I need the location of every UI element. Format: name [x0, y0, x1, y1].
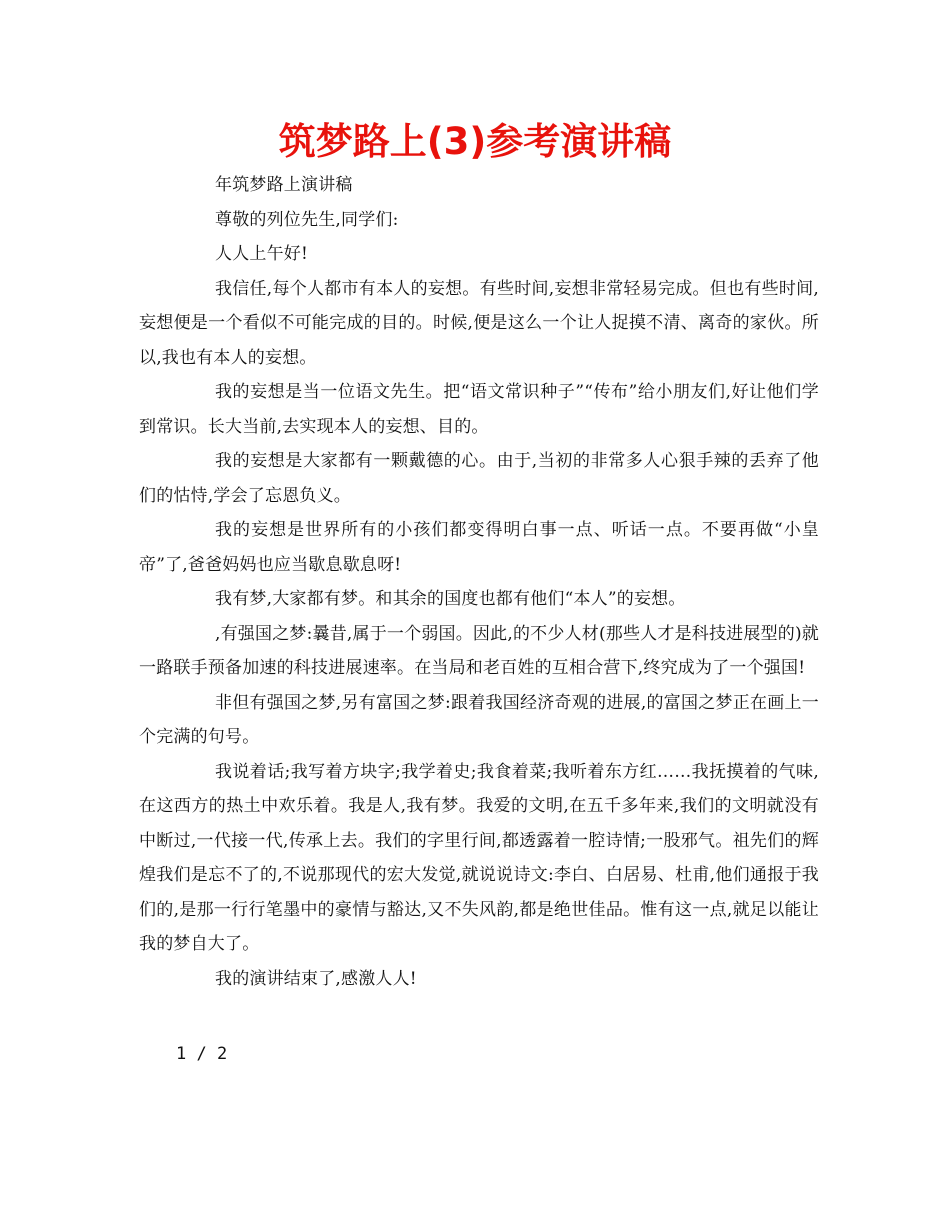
paragraph: 我说着话;我写着方块字;我学着史;我食着菜;我听着东方红……我抚摸着的气味,在这西方的热土中欢乐着。我是人,我有梦。我爱的文明,在五千多年来,我们的文明就没有中断过,一代接一代,传承上去。我们的字里行间,都透露着一腔诗情;一股邪气。祖先们的辉煌我们是忘不了的,不说那现代的宏大发觉,就说说诗文:李白、白居易、杜甫,他们通报于我们的,是那一行行笔墨中的豪情与豁达,又不失风韵,都是绝世佳品。惟有这一点,就足以能让我的梦自大了。	[139, 761, 819, 954]
document-body	[139, 168, 819, 996]
paragraph-heading-line: 年筑梦路上演讲稿	[215, 175, 353, 195]
paragraph: 我的妄想是世界所有的小孩们都变得明白事一点、听话一点。不要再做“小皇帝”了,爸爸妈妈也应当歇息歇息呀!	[139, 520, 819, 575]
paragraph: ,有强国之梦:曩昔,属于一个弱国。因此,的不少人材(那些人才是科技进展型的)就一路联手预备加速的科技进展速率。在当局和老百姓的互相合营下,终究成为了一个强国!	[139, 623, 820, 678]
document-title: 筑梦路上(3)参考演讲稿	[278, 120, 672, 163]
page-number: 1 / 2	[176, 1044, 228, 1064]
paragraph: 我信任,每个人都市有本人的妄想。有些时间,妄想非常轻易完成。但也有些时间,妄想便是一个看似不可能完成的目的。时候,便是这么一个让人捉摸不清、离奇的家伙。所以,我也有本人的妄想。	[139, 278, 819, 368]
paragraph: 我有梦,大家都有梦。和其余的国度也都有他们“本人”的妄想。	[215, 589, 686, 609]
paragraph: 非但有强国之梦,另有富国之梦:跟着我国经济奇观的进展,的富国之梦正在画上一个完满的句号。	[139, 692, 819, 747]
paragraph: 我的妄想是大家都有一颗戴德的心。由于,当初的非常多人心狠手辣的丢弃了他们的怙恃,学会了忘恩负义。	[139, 451, 819, 506]
paragraph-salutation: 尊敬的列位先生,同学们:	[215, 209, 399, 230]
paragraph: 我的妄想是当一位语文先生。把“语文常识种子”“传布”给小朋友们,好让他们学到常识。长大当前,去实现本人的妄想、目的。	[139, 382, 819, 437]
paragraph-greeting: 人人上午好!	[215, 244, 309, 264]
paragraph-closing: 我的演讲结束了,感激人人!	[215, 968, 417, 989]
